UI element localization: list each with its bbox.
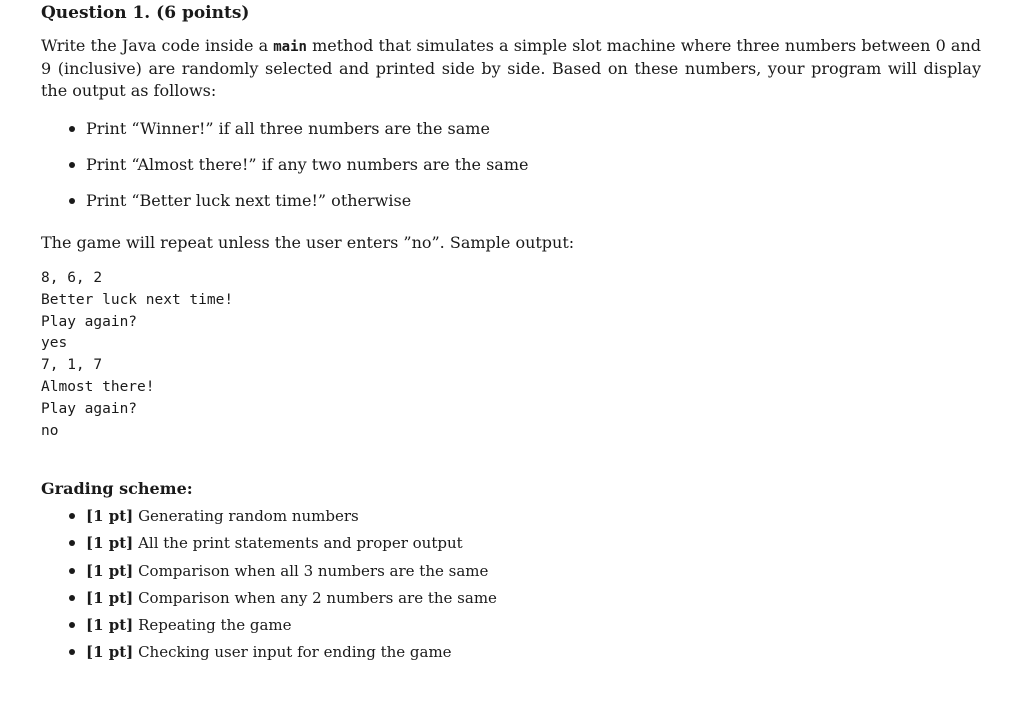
grading-list [69,504,497,668]
prompt-text-start: Write the Java code inside a [41,36,274,55]
sample-output-line: Play again? [41,400,138,417]
grading-text: Checking user input for ending the game [138,643,452,662]
grading-item [69,531,497,558]
question-prompt [41,35,981,102]
question-title: Question 1. (6 points) [41,3,250,23]
grading-points: [1 pt] [86,561,134,580]
sample-output-line: Better luck next time! [41,291,234,308]
rule-item-almost: Print “Almost there!” if any two numbers are the same [69,153,528,189]
grading-title: Grading scheme: [41,479,193,498]
grading-points: [1 pt] [86,588,134,607]
sample-output-line: Almost there! [41,378,155,395]
grading-points: [1 pt] [86,534,134,553]
grading-points: [1 pt] [86,643,134,662]
sample-output-line: 7, 1, 7 [41,357,103,374]
grading-points: [1 pt] [86,616,134,635]
grading-text: Comparison when all 3 numbers are the same [138,561,489,580]
grading-points: [1 pt] [86,507,134,525]
grading-item [69,586,497,613]
grading-item [69,504,497,531]
grading-item [69,640,497,667]
grading-text: Comparison when any 2 numbers are the same [138,588,497,607]
rule-item-better-luck: Print “Better luck next time!” otherwise [69,189,528,225]
grading-item [69,559,497,586]
sample-output-block [41,268,233,442]
grading-text: Generating random numbers [138,507,359,525]
grading-text: All the print statements and proper output [138,534,463,553]
prompt-code-main: main [273,39,307,55]
output-rules-list [69,117,528,225]
sample-output-line: 8, 6, 2 [41,270,103,286]
sample-output-line: Play again? [41,313,138,330]
prompt-text-end: method that simulates a simple slot machine where three numbers between 0 and 9 (inclusive) are randomly selected and printed side by side. Based on these numbers, your program will display the output as follows: [41,36,981,100]
sample-output-line: yes [41,335,68,352]
grading-item [69,613,497,640]
repeat-instruction: The game will repeat unless the user enters ”no”. Sample output: [41,233,575,252]
rule-item-winner: Print “Winner!” if all three numbers are the same [69,117,528,153]
sample-output-line: no [41,422,59,439]
grading-text: Repeating the game [138,616,292,635]
